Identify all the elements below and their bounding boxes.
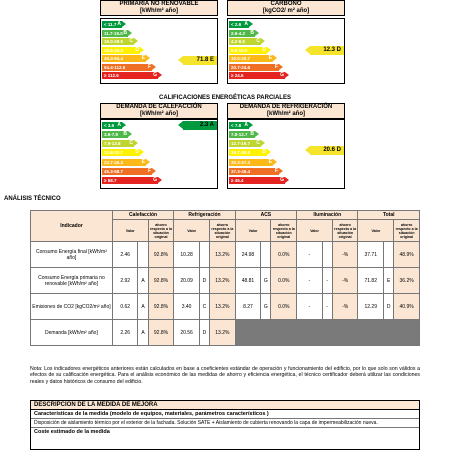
- partial-title: CALIFICACIONES ENERGÉTICAS PARCIALES: [159, 95, 291, 101]
- scale-bar-b: [102, 30, 128, 37]
- scale-bar-a: [229, 21, 249, 28]
- scale-letter: F: [147, 167, 151, 174]
- scale-bar-c: [102, 38, 134, 45]
- col-total: Total: [358, 211, 420, 220]
- scale-range: 19.0-29.5: [104, 39, 124, 45]
- carbono-title: CARBONO: [270, 1, 302, 7]
- table-cell: 24.98: [235, 242, 261, 268]
- scale-letter: D: [262, 46, 266, 53]
- table-cell: A: [138, 268, 148, 294]
- scale-bar-c: [229, 38, 261, 45]
- table-row: [31, 294, 420, 320]
- primaria-marker: 71.8 E: [183, 56, 217, 65]
- table-cell: D: [384, 294, 394, 320]
- table-cell: 37.71: [358, 242, 384, 268]
- scale-letter: A: [244, 122, 248, 128]
- table-cell: 92.8%: [148, 268, 174, 294]
- medida-coste: Coste estimado de la medida: [34, 429, 110, 435]
- disabled-cells: [235, 320, 419, 346]
- scale-range: 2.6-4.2: [231, 30, 246, 36]
- scale-bar-f: [229, 64, 279, 71]
- scale-range: ≥ 24.6: [231, 73, 244, 79]
- scale-bar-e: [229, 55, 273, 62]
- table-cell: -: [322, 294, 332, 320]
- scale-range: 30.3-37.3: [231, 159, 251, 165]
- scale-letter: B: [250, 131, 254, 138]
- table-row: [31, 242, 420, 268]
- scale-letter: C: [256, 140, 260, 147]
- table-cell: 3.40: [174, 294, 200, 320]
- sub-valor: Valor: [174, 220, 210, 242]
- analisis-title: ANÁLISIS TÉCNICO: [4, 196, 61, 202]
- scale-letter: A: [244, 21, 248, 27]
- sub-ahorro: ahorro respecto a la situación original: [210, 220, 236, 242]
- table-cell: 13.2%: [210, 242, 236, 268]
- scale-letter: C: [129, 38, 133, 45]
- table-cell: 20.56: [174, 320, 200, 346]
- carbono-unit: [kgCO2/ m² año]: [262, 8, 310, 14]
- scale-range: 37.3-45.4: [231, 168, 251, 174]
- scale-bar-f: [102, 64, 152, 71]
- scale-bar-a: [102, 122, 122, 129]
- table-cell: [322, 242, 332, 268]
- col-iluminacion: Iluminación: [297, 211, 358, 220]
- scale-letter: A: [117, 122, 121, 128]
- col-refrigeracion: Refrigeración: [174, 211, 235, 220]
- table-cell: -: [297, 242, 323, 268]
- carbono-header: [227, 0, 345, 16]
- row-label: Emisiones de CO2 [kgCO2/m² año]: [31, 294, 113, 320]
- scale-letter: A: [117, 21, 121, 27]
- table-row: [31, 268, 420, 294]
- sub-ahorro: ahorro respecto a la situación original: [394, 220, 420, 242]
- table-cell: 13.2%: [210, 320, 236, 346]
- scale-bar-g: [229, 72, 285, 79]
- scale-range: 3.6-7.9: [104, 132, 119, 138]
- scale-bar-g: [229, 177, 285, 184]
- scale-range: 45.3-58.7: [104, 168, 124, 174]
- scale-bar-g: [102, 177, 158, 184]
- scale-range: 11.7-19.0: [104, 30, 123, 36]
- scale-letter: G: [153, 176, 157, 183]
- scale-letter: E: [268, 55, 272, 62]
- table-cell: 12.29: [358, 294, 384, 320]
- table-cell: 0.62: [112, 294, 138, 320]
- primaria-title: PRIMARIA NO RENOVABLE: [119, 1, 199, 7]
- scale-bar-a: [102, 21, 122, 28]
- scale-range: < 7.8: [231, 123, 242, 128]
- table-cell: C: [199, 294, 209, 320]
- table-cell: 2.92: [112, 268, 138, 294]
- table-cell: -%: [332, 242, 358, 268]
- scale-bar-d: [102, 149, 140, 156]
- scale-letter: D: [262, 149, 266, 156]
- scale-range: 4.2-6.5: [231, 39, 246, 45]
- sub-ahorro: ahorro respecto a la situación original: [271, 220, 297, 242]
- scale-bar-c: [229, 140, 261, 147]
- calef-unit: [kWh/m² año]: [140, 111, 178, 117]
- scale-bar-e: [102, 159, 146, 166]
- scale-letter: E: [268, 158, 272, 165]
- scale-letter: C: [256, 38, 260, 45]
- primaria-scale: [100, 18, 218, 84]
- scale-bar-d: [102, 47, 140, 54]
- medida-car-title: Características de la medida (modelo de equipos, materiales, parámetros característicos ): [31, 410, 419, 419]
- table-cell: A: [138, 294, 148, 320]
- scale-letter: D: [135, 46, 139, 53]
- scale-range: ≥ 58.7: [104, 177, 117, 183]
- scale-bar-d: [229, 47, 267, 54]
- sub-valor: Valor: [235, 220, 271, 242]
- table-cell: 0.0%: [271, 268, 297, 294]
- scale-range: 29.5-45.3: [104, 47, 124, 53]
- sub-valor: Valor: [358, 220, 394, 242]
- col-calefaccion: Calefacción: [112, 211, 173, 220]
- table-cell: [384, 242, 394, 268]
- scale-letter: B: [123, 131, 127, 138]
- refrig-marker: 20.6 D: [310, 146, 344, 155]
- table-cell: 92.8%: [148, 320, 174, 346]
- table-cell: 48.81: [235, 268, 261, 294]
- table-cell: -%: [332, 268, 358, 294]
- table-cell: G: [261, 294, 271, 320]
- scale-bar-b: [229, 131, 255, 138]
- sub-valor: Valor: [297, 220, 333, 242]
- scale-letter: G: [153, 72, 157, 79]
- col-indicador: Indicador: [31, 211, 113, 242]
- table-cell: -: [297, 268, 323, 294]
- table-cell: E: [384, 268, 394, 294]
- scale-bar-a: [229, 122, 249, 129]
- scale-range: 7.9-13.8: [104, 141, 121, 147]
- scale-range: 13.8-22.7: [104, 150, 124, 156]
- primaria-unit: [kWh/m² año]: [140, 8, 178, 14]
- scale-bar-b: [229, 30, 255, 37]
- scale-bar-f: [102, 168, 152, 175]
- row-label: Demanda [kWh/m² año]: [31, 320, 113, 346]
- scale-range: < 3.6: [104, 123, 115, 128]
- scale-range: < 2.6: [231, 22, 242, 27]
- table-cell: -: [297, 294, 323, 320]
- table-cell: -: [322, 268, 332, 294]
- table-cell: 0.0%: [271, 242, 297, 268]
- scale-letter: B: [123, 29, 127, 36]
- carbono-marker: 12.3 D: [310, 46, 344, 55]
- scale-range: 20.7-24.6: [231, 64, 251, 70]
- nota: Nota: Los indicadores energéticos anteriores están calculados en base a coeficientes estándar de operación y funcionamiento del edificio, por lo que solo son válidos a efectos de su calificación energética. Para el análisis económico de las medidas de ahorro y eficiencia energética, el técnico certificador deberá utilizar las condiciones reales y datos históricos de consumo del edificio.: [30, 366, 420, 385]
- medida-car-text: Disposición de aislamiento térmico por el exterior de la fachada. Solución SATE + Aislamiento de cubierta renovando la capa de impermeabilización nueva.: [31, 419, 419, 428]
- scale-range: 22.7-45.3: [104, 159, 124, 165]
- scale-bar-b: [102, 131, 128, 138]
- scale-range: 45.3-94.4: [104, 56, 124, 62]
- medida-box: [30, 400, 420, 450]
- table-cell: 40.9%: [394, 294, 420, 320]
- scale-range: 10.0-20.7: [231, 56, 251, 62]
- calef-title: DEMANDA DE CALEFACCIÓN: [116, 104, 202, 110]
- table-cell: [138, 242, 148, 268]
- table-cell: 71.82: [358, 268, 384, 294]
- scale-bar-d: [229, 149, 267, 156]
- scale-bar-f: [229, 168, 279, 175]
- row-label: Consumo Energía primaria no renovable [kWh/m² año]: [31, 268, 113, 294]
- table-cell: 10.28: [174, 242, 200, 268]
- table-cell: D: [199, 268, 209, 294]
- scale-range: 6.5-10.0: [231, 47, 248, 53]
- refrig-unit: [kWh/m² año]: [267, 111, 305, 117]
- refrig-title: DEMANDA DE REFRIGERACIÓN: [239, 104, 333, 110]
- scale-bar-c: [102, 140, 134, 147]
- primaria-header: [100, 0, 218, 16]
- table-cell: [199, 242, 209, 268]
- scale-bar-e: [229, 159, 273, 166]
- scale-letter: E: [141, 158, 145, 165]
- table-cell: 20.09: [174, 268, 200, 294]
- sub-valor: Valor: [112, 220, 148, 242]
- calef-marker: 2.3 A: [183, 121, 217, 130]
- scale-range: ≥ 45.4: [231, 177, 244, 183]
- table-cell: 92.8%: [148, 294, 174, 320]
- refrig-header: [227, 103, 345, 119]
- scale-range: 19.7-30.3: [231, 150, 251, 156]
- table-cell: D: [199, 320, 209, 346]
- table-cell: [261, 242, 271, 268]
- scale-bar-e: [102, 55, 146, 62]
- scale-letter: C: [129, 140, 133, 147]
- table-cell: -%: [332, 294, 358, 320]
- scale-letter: E: [141, 55, 145, 62]
- scale-letter: D: [135, 149, 139, 156]
- scale-letter: F: [274, 63, 278, 70]
- medida-title: DESCRIPCIÓN DE LA MEDIDA DE MEJORA: [31, 401, 419, 410]
- scale-range: < 11.7: [104, 22, 117, 27]
- table-cell: 13.2%: [210, 294, 236, 320]
- table-cell: 0.0%: [271, 294, 297, 320]
- sub-ahorro: ahorro respecto a la situación original: [148, 220, 174, 242]
- col-acs: ACS: [235, 211, 296, 220]
- sub-ahorro: ahorro respecto a la situación original: [332, 220, 358, 242]
- analisis-table: [30, 210, 420, 346]
- scale-range: 12.7-19.7: [231, 141, 251, 147]
- table-cell: 2.26: [112, 320, 138, 346]
- table-cell: 2.46: [112, 242, 138, 268]
- table-cell: 8.27: [235, 294, 261, 320]
- calef-header: [100, 103, 218, 119]
- scale-letter: G: [280, 72, 284, 79]
- scale-letter: G: [280, 176, 284, 183]
- scale-letter: F: [274, 167, 278, 174]
- table-cell: A: [138, 320, 148, 346]
- scale-letter: F: [147, 63, 151, 70]
- table-cell: 48.9%: [394, 242, 420, 268]
- table-row: [31, 320, 420, 346]
- scale-letter: B: [250, 29, 254, 36]
- scale-bar-g: [102, 72, 158, 79]
- row-label: Consumo Energía final [kWh/m² año]: [31, 242, 113, 268]
- scale-range: 7.8-12.7: [231, 132, 248, 138]
- scale-range: 94.4-112.6: [104, 64, 126, 70]
- table-cell: G: [261, 268, 271, 294]
- table-cell: 92.8%: [148, 242, 174, 268]
- table-cell: 13.2%: [210, 268, 236, 294]
- scale-range: ≥ 112.6: [104, 73, 119, 79]
- table-cell: 36.2%: [394, 268, 420, 294]
